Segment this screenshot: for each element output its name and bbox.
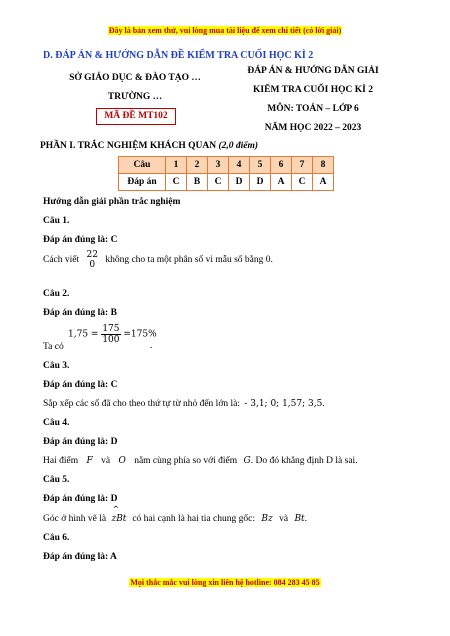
department-name: SỞ GIÁO DỤC & ĐÀO TẠO … [69,73,201,83]
answer-label: Đáp án [119,174,166,191]
q3-text: Sắp xếp các số đã cho theo thứ tự từ nhỏ đến lớn là: [43,399,240,409]
school-year: NĂM HỌC 2022 – 2023 [264,123,362,133]
q2-fraction [101,324,120,345]
point-o: O [118,456,126,466]
q5-angle [111,505,129,524]
answer-cell: A [313,174,334,191]
q3-sequence: - 3,1; 0; 1,57; 3,5 [244,399,323,409]
question-number: 3 [208,157,229,174]
school-name: TRƯỜNG … [107,92,163,102]
q2-denominator: 100 [102,335,120,345]
angle-hat-icon: ^ [112,505,120,514]
q4-text: . Do đó khẳng định D là sai. [250,456,358,466]
question-number: 5 [250,157,271,174]
question-number: 8 [313,157,334,174]
part1-heading [40,141,258,151]
q4-text: và [101,456,111,466]
q5-text: Góc ở hình vẽ là [43,514,107,524]
q4-text: nằm cùng phía so với điểm [134,456,238,466]
q2-answer: Đáp án đúng là: B [43,308,117,318]
answer-cell: C [292,174,313,191]
document-heading: D. ĐÁP ÁN & HƯỚNG DẪN ĐỀ KIỂM TRA CUỐI HỌC KÌ 2 [43,50,314,61]
q5-answer: Đáp án đúng là: D [43,494,118,504]
q1-text: Cách viết [43,255,80,265]
q3-label: Câu 3. [43,361,70,371]
q2-end: . [150,341,153,351]
part1-title: PHẦN I. TRẮC NGHIỆM KHÁCH QUAN [40,141,217,151]
q4-explanation [43,456,358,466]
answer-row [119,174,334,191]
ray-bt: Bt [294,514,305,524]
q1-text-after: không cho ta một phân số vì mẫu số bằng 0. [105,255,273,265]
q2-rhs: =175% [123,329,157,340]
q2-lhs: 1,75 = [68,329,99,340]
q1-explanation [43,250,273,270]
q5-text: có hai cạnh là hai tia chung gốc: [132,514,255,524]
answer-cell: D [250,174,271,191]
q2-numerator: 175 [102,324,120,334]
answer-cell: B [187,174,208,191]
q5-explanation [43,505,308,524]
guide-title: Hướng dẫn giải phần trắc nghiệm [43,197,181,207]
exam-title: KIỂM TRA CUỐI HỌC KÌ 2 [253,85,373,95]
q1-denominator: 0 [89,260,96,270]
q4-label: Câu 4. [43,418,70,428]
q1-numerator: 22 [86,250,98,260]
q1-answer: Đáp án đúng là: C [43,235,118,245]
question-number: 4 [229,157,250,174]
q2-text: Ta có [43,342,64,352]
question-row [119,157,334,174]
q1-label: Câu 1. [43,216,70,226]
q3-end: . [322,399,325,409]
question-number: 6 [271,157,292,174]
hotline-footer: Mọi thắc mắc vui lòng xin liên hệ hotline: 084 283 45 85 [130,578,320,587]
q5-angle-name: zBt [111,514,127,524]
q6-label: Câu 6. [43,533,70,543]
q3-answer: Đáp án đúng là: C [43,380,118,390]
q5-label: Câu 5. [43,475,70,485]
question-number: 1 [166,157,187,174]
answer-cell: D [229,174,250,191]
question-number: 2 [187,157,208,174]
q4-text: Hai điểm [43,456,79,466]
question-number: 7 [292,157,313,174]
ray-bz: Bz [261,514,273,524]
q5-text: và [279,514,289,524]
part1-points: (2,0 điểm) [218,141,259,151]
answer-cell: A [271,174,292,191]
point-g: G [243,456,251,466]
q2-label: Câu 2. [43,289,70,299]
answer-title: ĐÁP ÁN & HƯỚNG DẪN GIẢI [247,66,379,76]
q1-fraction [86,250,99,270]
answer-cell: C [208,174,229,191]
question-label: Câu [119,157,166,174]
exam-code: MÃ ĐỀ MT102 [96,108,176,125]
q6-answer: Đáp án đúng là: A [43,552,117,562]
q2-formula [68,324,157,345]
subject: MÔN: TOÁN – LỚP 6 [267,104,359,114]
point-f: F [86,456,93,466]
answer-table [118,156,334,191]
preview-banner: Đây là bản xem thử, vui lòng mua tài liệu để xem chi tiết (có lời giải) [108,26,342,35]
q3-explanation [43,399,325,409]
answer-cell: C [166,174,187,191]
q4-answer: Đáp án đúng là: D [43,437,118,447]
q5-end: . [304,514,308,524]
